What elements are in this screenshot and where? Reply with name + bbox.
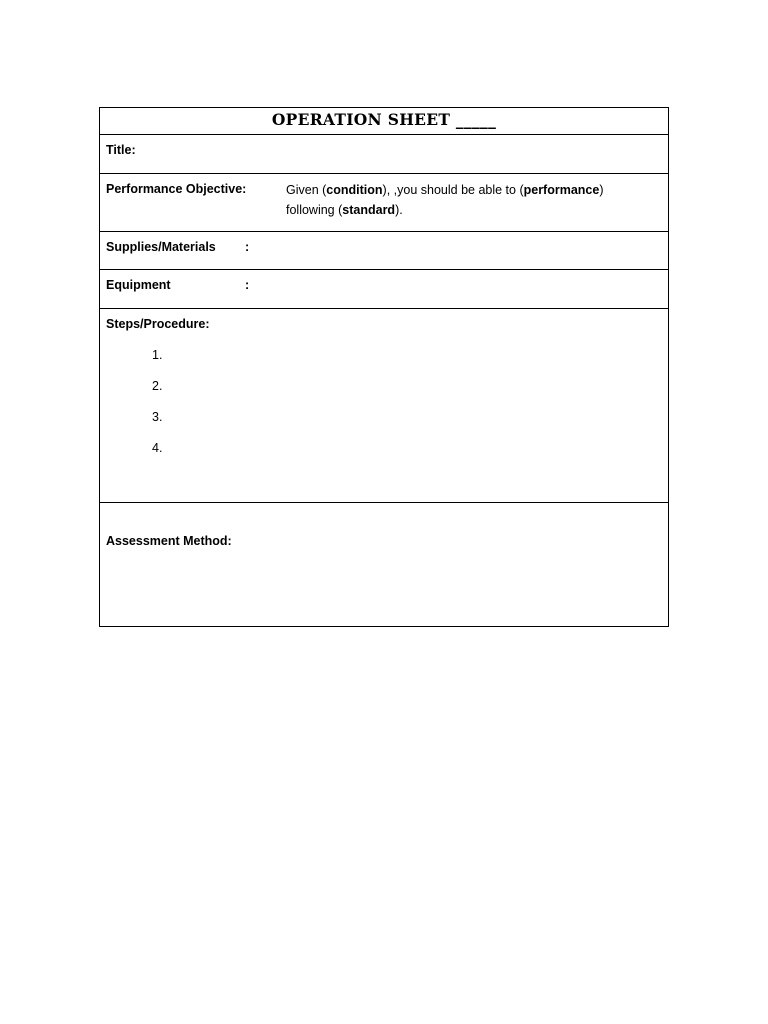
- step-item: 3.: [152, 410, 163, 424]
- supplies-materials-row: [100, 231, 668, 269]
- objective-standard: standard: [342, 202, 396, 217]
- step-item: 1.: [152, 348, 163, 362]
- objective-part: ), ,you should be able to (: [382, 183, 524, 197]
- objective-part: following (: [286, 202, 343, 217]
- assessment-method-row: [100, 502, 668, 626]
- performance-objective-label: Performance Objective:: [106, 182, 247, 196]
- objective-part: ): [599, 183, 604, 197]
- objective-condition: condition: [326, 183, 383, 197]
- equipment-label: Equipment: [106, 278, 171, 292]
- objective-part: Given (: [286, 183, 327, 197]
- equipment-row: [100, 269, 668, 308]
- assessment-method-label: Assessment Method:: [106, 534, 232, 548]
- equipment-colon: :: [245, 278, 250, 292]
- supplies-materials-label: Supplies/Materials: [106, 240, 216, 254]
- objective-part: ).: [395, 202, 403, 217]
- objective-performance: performance: [523, 183, 600, 197]
- sheet-heading: [100, 108, 668, 134]
- step-item: 4.: [152, 441, 163, 455]
- performance-objective-text: [286, 181, 656, 220]
- steps-list: [152, 347, 162, 471]
- sheet-heading-text: OPERATION SHEET _____: [271, 110, 497, 129]
- steps-procedure-row: [100, 308, 668, 502]
- performance-objective-row: [100, 173, 668, 231]
- title-row: [100, 134, 668, 173]
- steps-procedure-label: Steps/Procedure:: [106, 317, 210, 331]
- supplies-colon: :: [245, 240, 250, 254]
- operation-sheet-form: [99, 107, 669, 627]
- step-item: 2.: [152, 379, 163, 393]
- title-label: Title:: [106, 143, 136, 157]
